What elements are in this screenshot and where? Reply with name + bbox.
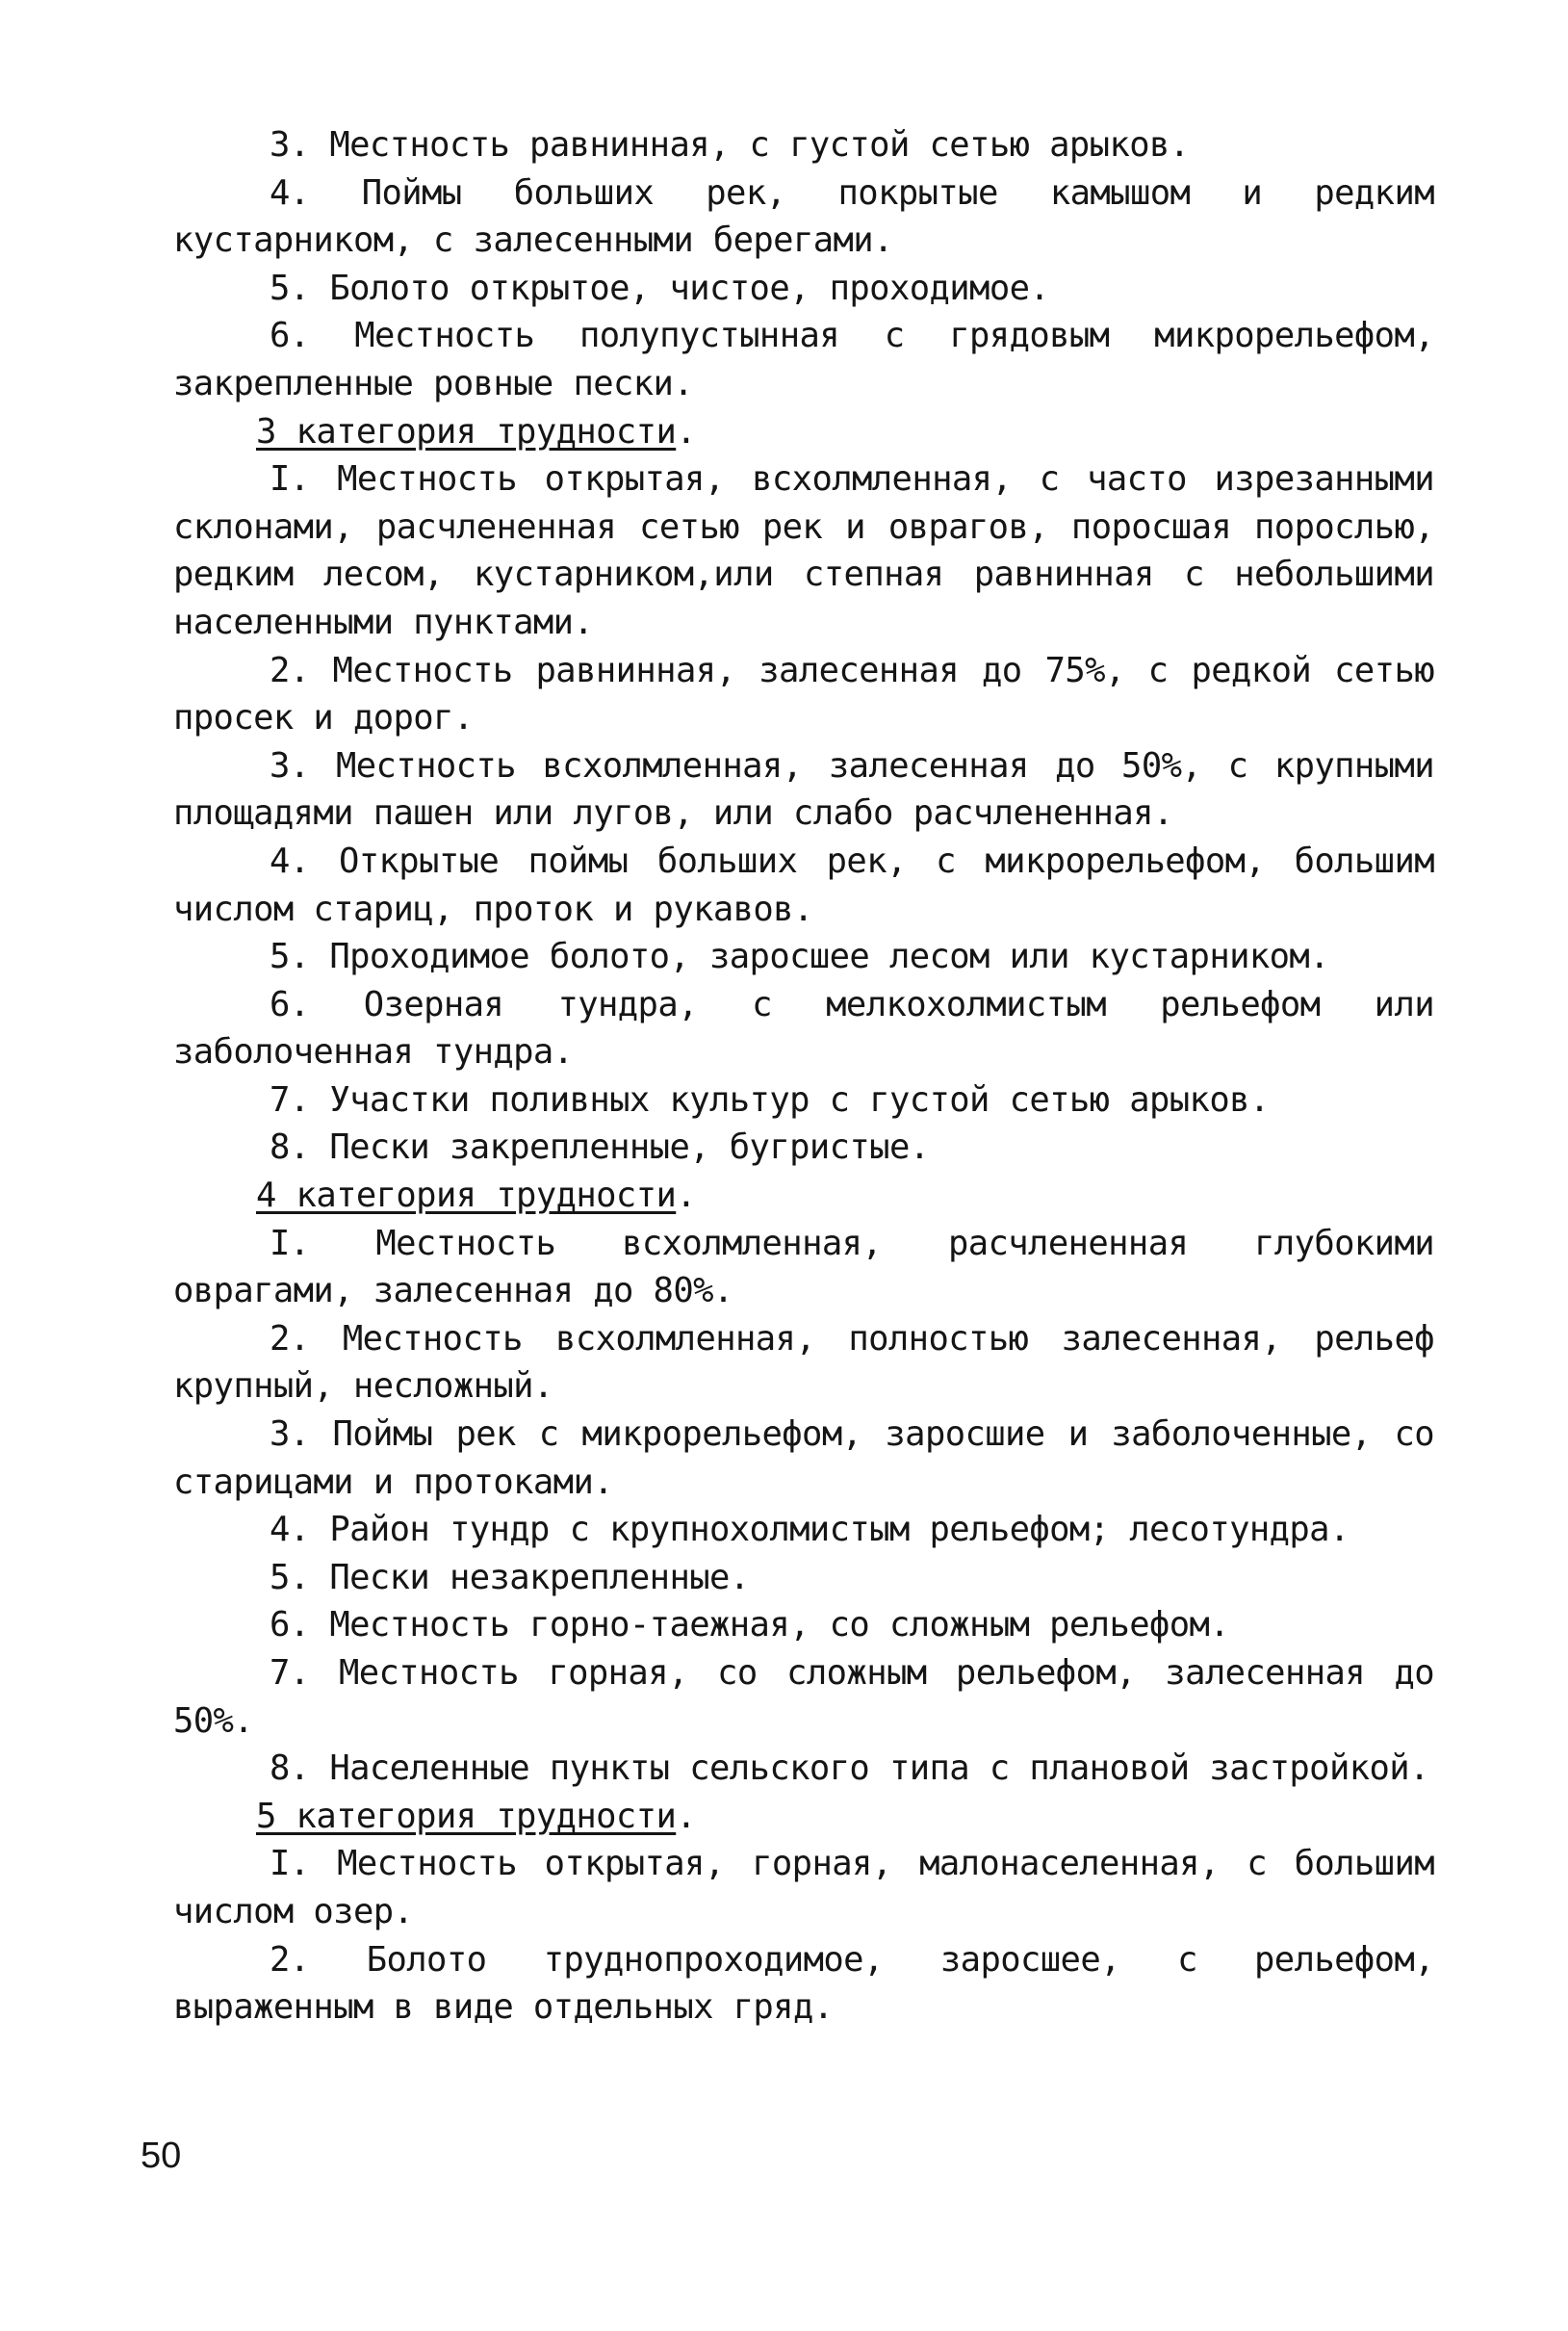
list-item: 5. Проходимое болото, заросшее лесом или кустарником. [270,937,1329,977]
list-item: 3. Местность равнинная, с густой сетью арыков. [270,125,1190,165]
list-item: 4. Открытые поймы больших рек, с микрорельефом, большим числом стариц, проток и рукавов. [173,841,1434,929]
list-item: 4. Поймы больших рек, покрытые камышом и редким кустарником, с залесенными берегами. [173,172,1434,261]
page-number: 50 [141,2136,182,2176]
section-heading-category-5 [173,1793,1434,1841]
list-item: 3. Местность всхолмленная, залесенная до 50%, с крупными площадями пашен или лугов, или слабо расчлененная. [173,745,1434,834]
section-heading-text: 4 категория трудности [256,1176,677,1216]
list-item: 7. Местность горная, со сложным рельефом, залесенная до 50%. [173,1653,1434,1741]
list-item: 8. Населенные пункты сельского типа с плановой застройкой. [270,1748,1429,1789]
list-item: 6. Местность горно-таежная, со сложным рельефом. [270,1605,1230,1645]
list-item: 3. Поймы рек с микрорельефом, заросшие и заболоченные, со старицами и протоками. [173,1414,1434,1502]
list-item: I. Местность всхолмленная, расчлененная глубокими оврагами, залесенная до 80%. [173,1223,1434,1311]
list-item: 5. Пески незакрепленные. [270,1557,750,1597]
section-heading-suffix: . [676,1176,697,1216]
list-item: 8. Пески закрепленные, бугристые. [270,1127,930,1168]
section-heading-text: 5 категория трудности [256,1796,677,1836]
list-item: 4. Район тундр с крупнохолмистым рельефом; лесотундра. [270,1510,1350,1550]
list-item: 7. Участки поливных культур с густой сетью арыков. [270,1079,1270,1120]
section-heading-suffix: . [676,1796,697,1836]
document-page [173,121,1434,2032]
list-item: 5. Болото открытое, чистое, проходимое. [270,268,1050,308]
list-item: 2. Болото труднопроходимое, заросшее, с рельефом, выраженным в виде отдельных гряд. [173,1939,1434,2028]
list-item: 2. Местность равнинная, залесенная до 75%, с редкой сетью просек и дорог. [173,650,1434,738]
list-item: I. Местность открытая, горная, малонаселенная, с большим числом озер. [173,1844,1434,1931]
list-item: I. Местность открытая, всхолмленная, с часто изрезанными склонами, расчлененная сетью рек и оврагов, поросшая порослью, редким лесом, кустарником,или степная равнинная с небольшими населенными пунктами. [173,459,1434,642]
list-item: 2. Местность всхолмленная, полностью залесенная, рельеф крупный, несложный. [173,1318,1434,1407]
section-heading-suffix: . [676,411,697,452]
section-heading-text: 3 категория трудности [256,411,677,452]
list-item: 6. Местность полупустынная с грядовым микрорельефом, закрепленные ровные пески. [173,316,1434,403]
section-heading-category-3 [173,408,1434,456]
section-heading-category-4 [173,1172,1434,1220]
list-item: 6. Озерная тундра, с мелкохолмистым рельефом или заболоченная тундра. [173,984,1434,1073]
